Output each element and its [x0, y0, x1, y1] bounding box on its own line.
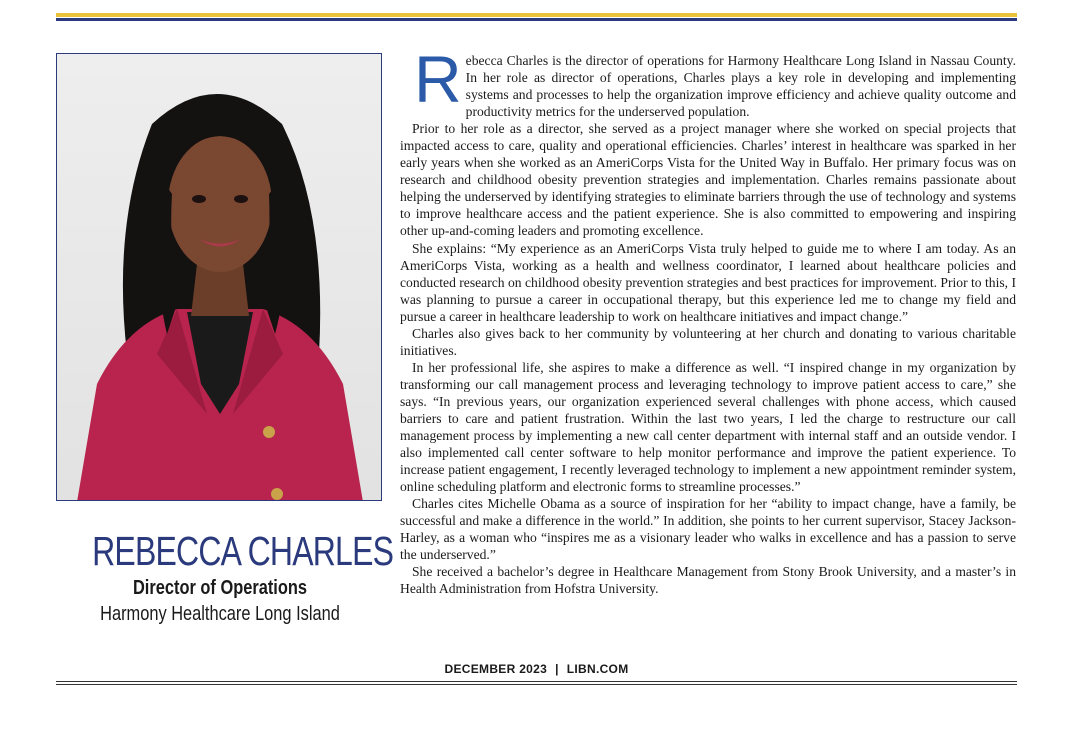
article-paragraph: Prior to her role as a director, she served as a project manager where she worked on special projects that impacted access to care, quality and operational efficiencies. Charles’ interest in healthcare was sparked in her early years when she worked as an AmeriCorps Vista for the United Way in Buffalo. Her primary focus was on research and childhood obesity prevention strategies and implementation. Charles remains passionate about helping the underserved by identifying strategies to eliminate barriers through the use of technology and systems to improve healthcare access and the patient experience. She is also committed to empowering and inspiring other up-and-coming leaders and promoting excellence.: [400, 121, 1016, 239]
person-title: Director of Operations: [132, 577, 308, 599]
article-paragraph: [400, 42, 1016, 120]
bottom-rule-2: [56, 684, 1017, 685]
portrait-photo: [56, 53, 382, 501]
footer-separator: |: [555, 662, 559, 676]
article-body: [400, 42, 1016, 598]
footer-site-link[interactable]: LIBN.COM: [566, 662, 629, 676]
article-paragraph: She explains: “My experience as an AmeriCorps Vista truly helped to guide me to where I am today. As an AmeriCorps Vista, working as a health and wellness coordinator, I learned about healthcare policies and conducted research on childhood obesity prevention strategies and best practices for improvement. Prior to this, I was planning to pursue a career in occupational therapy, but this experience led me to change my field and pursue a career in healthcare leadership to work on healthcare initiatives and impact change.”: [400, 240, 1016, 324]
portrait-illustration: [57, 54, 382, 501]
article-paragraph: Charles cites Michelle Obama as a source of inspiration for her “ability to impact change, have a family, be successful and make a difference in the world.” In addition, she points to her current supervisor, Stacey Jackson-Harley, as a woman who “inspires me as a visionary leader who walks in excellence and has a passion to serve the underserved.”: [400, 496, 1016, 563]
article-paragraph: In her professional life, she aspires to make a difference as well. “I inspired change in my organization by transforming our call management process and leveraging technology to improve patient access to care,” she says. “In previous years, our organization experienced several challenges with phone access, which caused barriers to care and patient frustration. Within the last two years, I led the charge to restructure our call management process by implementing a new call center department with internal staff and an outside vendor. I also implemented call center software to help monitor performance and improve the patient experience. To increase patient engagement, I recently leveraged technology to implement a new appointment reminder system, online scheduling platform and electronic forms to streamline processes.”: [400, 359, 1016, 495]
drop-cap: R: [414, 42, 462, 116]
article-paragraph: Charles also gives back to her community by volunteering at her church and donating to various charitable initiatives.: [400, 325, 1016, 358]
top-rule-navy: [56, 18, 1017, 21]
person-name: REBECCA CHARLES: [92, 528, 394, 574]
top-rule-gold: [56, 13, 1017, 17]
person-organization: Harmony Healthcare Long Island: [100, 603, 340, 625]
paragraph-text: ebecca Charles is the director of operations for Harmony Healthcare Long Island in Nassau County. In her role as director of operations, Charles plays a key role in developing and implementing systems and processes to help the organization improve efficiency and achieve quality outcome and productivity metrics for the underserved population.: [465, 53, 1016, 120]
page-footer: [56, 662, 1017, 676]
article-paragraph: She received a bachelor’s degree in Healthcare Management from Stony Brook University, and a master’s in Health Administration from Hofstra University.: [400, 564, 1016, 597]
footer-issue: DECEMBER 2023: [444, 662, 548, 676]
bottom-rule-1: [56, 681, 1017, 682]
profile-caption: [56, 527, 394, 627]
